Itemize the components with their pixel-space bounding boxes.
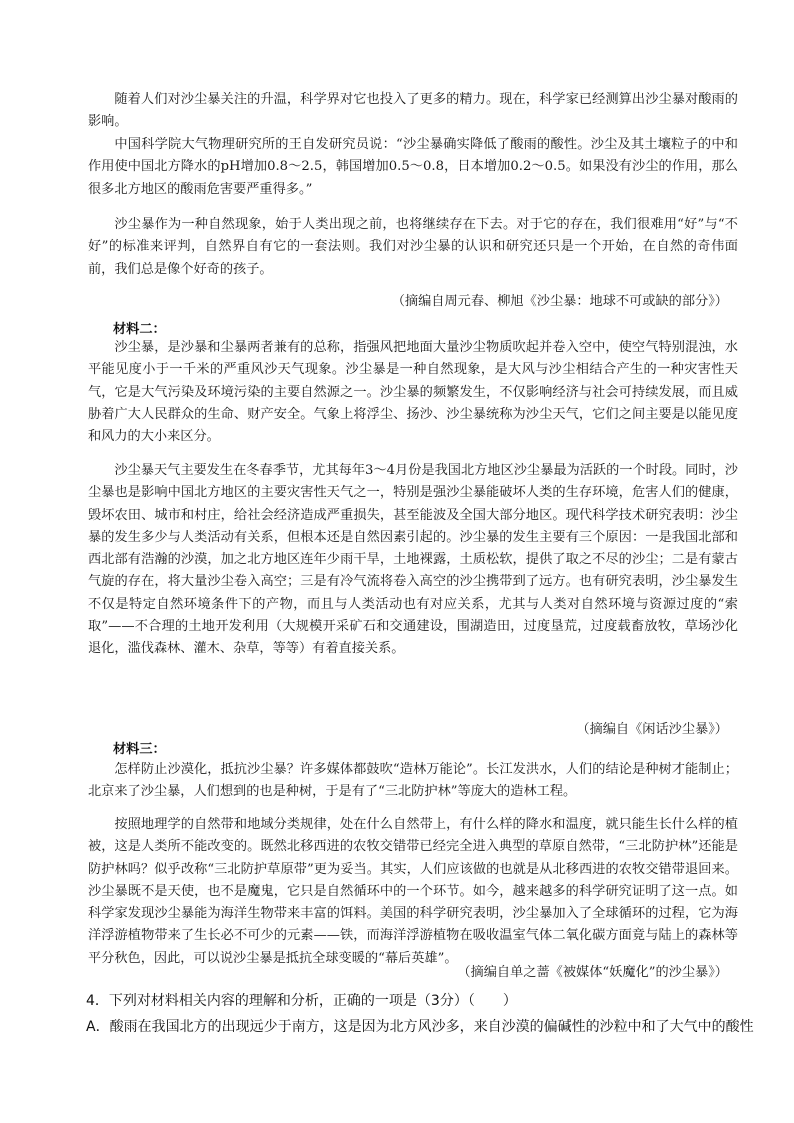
passage3-paragraph-2: 按照地理学的自然带和地域分类规律，处在什么自然带上，有什么样的降水和温度，就只能生长什么样的植被，这是人类所不能改变的。既然北移西进的农牧交错带已经完全进入典型的草原自然带，“三北防护林”还能是防护林吗？似乎改称“三北防护草原带”更为妥当。其实，人们应该做的也就是从北移西进的农牧交错带退回来。沙尘暴既不是天使，也不是魔鬼，它只是自然循环中的一个环节。如今，越来越多的科学研究证明了这一点。如科学家发现沙尘暴能为海洋生物带来丰富的饵料。美国的科学研究表明，沙尘暴加入了全球循环的过程，它为海洋浮游植物带来了生长必不可少的元素——铁，而海洋浮游植物在吸收温室气体二氧化碳方面竟与陆上的森林等平分秋色，因此，可以说沙尘暴是抵抗全球变暖的“幕后英雄”。: [88, 817, 738, 966]
passage2-paragraph-1: 沙尘暴，是沙暴和尘暴两者兼有的总称，指强风把地面大量沙尘物质吹起并卷入空中，使空气特别混浊，水平能见度小于一千米的严重风沙天气现象。沙尘暴是一种自然现象，是大风与沙尘相结合产生的一种灾害性天气，它是大气污染及环境污染的主要自然源之一。沙尘暴的频繁发生，不仅影响经济与社会可持续发展，而且威胁着广大人民群众的生命、财产安全。气象上将浮尘、扬沙、沙尘暴统称为沙尘天气，它们之间主要是以能见度和风力的大小来区分。: [88, 340, 738, 445]
passage3-heading: 材料三：: [113, 742, 166, 757]
passage1-paragraph-1: 随着人们对沙尘暴关注的升温，科学界对它也投入了更多的精力。现在，科学家已经测算出沙尘暴对酸雨的影响。: [88, 92, 738, 130]
passage2-heading: 材料二：: [113, 322, 166, 337]
question-4-option-a: A．酸雨在我国北方的出现远少于南方，这是因为北方风沙多，来自沙漠的偏碱性的沙粒中和了大气中的酸性: [86, 1019, 754, 1035]
passage2-source: （摘编自《闲话沙尘暴》）: [576, 722, 728, 737]
passage1-paragraph-2: 中国科学院大气物理研究所的王自发研究员说：“沙尘暴确实降低了酸雨的酸性。沙尘及其土壤粒子的中和作用使中国北方降水的pH增加0.8～2.5，韩国增加0.5～0.8，日本增加0.2～0.5。如果没有沙尘的作用，那么很多北方地区的酸雨危害要严重得多。”: [88, 137, 738, 197]
passage3-source: （摘编自单之蔷《被媒体“妖魔化”的沙尘暴》）: [457, 965, 728, 980]
passage3-paragraph-1: 怎样防止沙漠化，抵抗沙尘暴？许多媒体都鼓吹“造林万能论”。长江发洪水，人们的结论是种树才能制止；北京来了沙尘暴，人们想到的也是种树，于是有了“三北防护林”等庞大的造林工程。: [88, 762, 738, 800]
passage1-paragraph-3: 沙尘暴作为一种自然现象，始于人类出现之前，也将继续存在下去。对于它的存在，我们很难用“好”与“不好”的标准来评判，自然界自有它的一套法则。我们对沙尘暴的认识和研究还只是一个开始，在自然的奇伟面前，我们总是像个好奇的孩子。: [88, 217, 738, 277]
passage1-source: （摘编自周元春、柳旭《沙尘暴：地球不可或缺的部分》）: [391, 294, 728, 309]
question-4-stem: 4．下列对材料相关内容的理解和分析，正确的一项是（3分）（ ）: [86, 993, 517, 1009]
passage2-paragraph-2: 沙尘暴天气主要发生在冬春季节，尤其每年3～4月份是我国北方地区沙尘暴最为活跃的一个时段。同时，沙尘暴也是影响中国北方地区的主要灾害性天气之一，特别是强沙尘暴能破坏人类的生存环境，危害人们的健康，毁坏农田、城市和村庄，给社会经济造成严重损失，甚至能波及全国大部分地区。现代科学技术研究表明：沙尘暴的发生多少与人类活动有关系，但根本还是自然因素引起的。沙尘暴的发生主要有三个原因：一是我国北部和西北部有浩瀚的沙漠，加之北方地区连年少雨干旱，土地裸露，土质松软，提供了取之不尽的沙尘；二是有蒙古气旋的存在，将大量沙尘卷入高空；三是有冷气流将卷入高空的沙尘携带到了远方。也有研究表明，沙尘暴发生不仅是特定自然环境条件下的产物，而且与人类活动也有对应关系，尤其与人类对自然环境与资源过度的“索取”——不合理的土地开发利用（大规模开采矿石和交通建设，围湖造田，过度垦荒，过度载畜放牧，草场沙化退化，滥伐森林、灌木、杂草，等等）有着直接关系。: [88, 463, 738, 657]
